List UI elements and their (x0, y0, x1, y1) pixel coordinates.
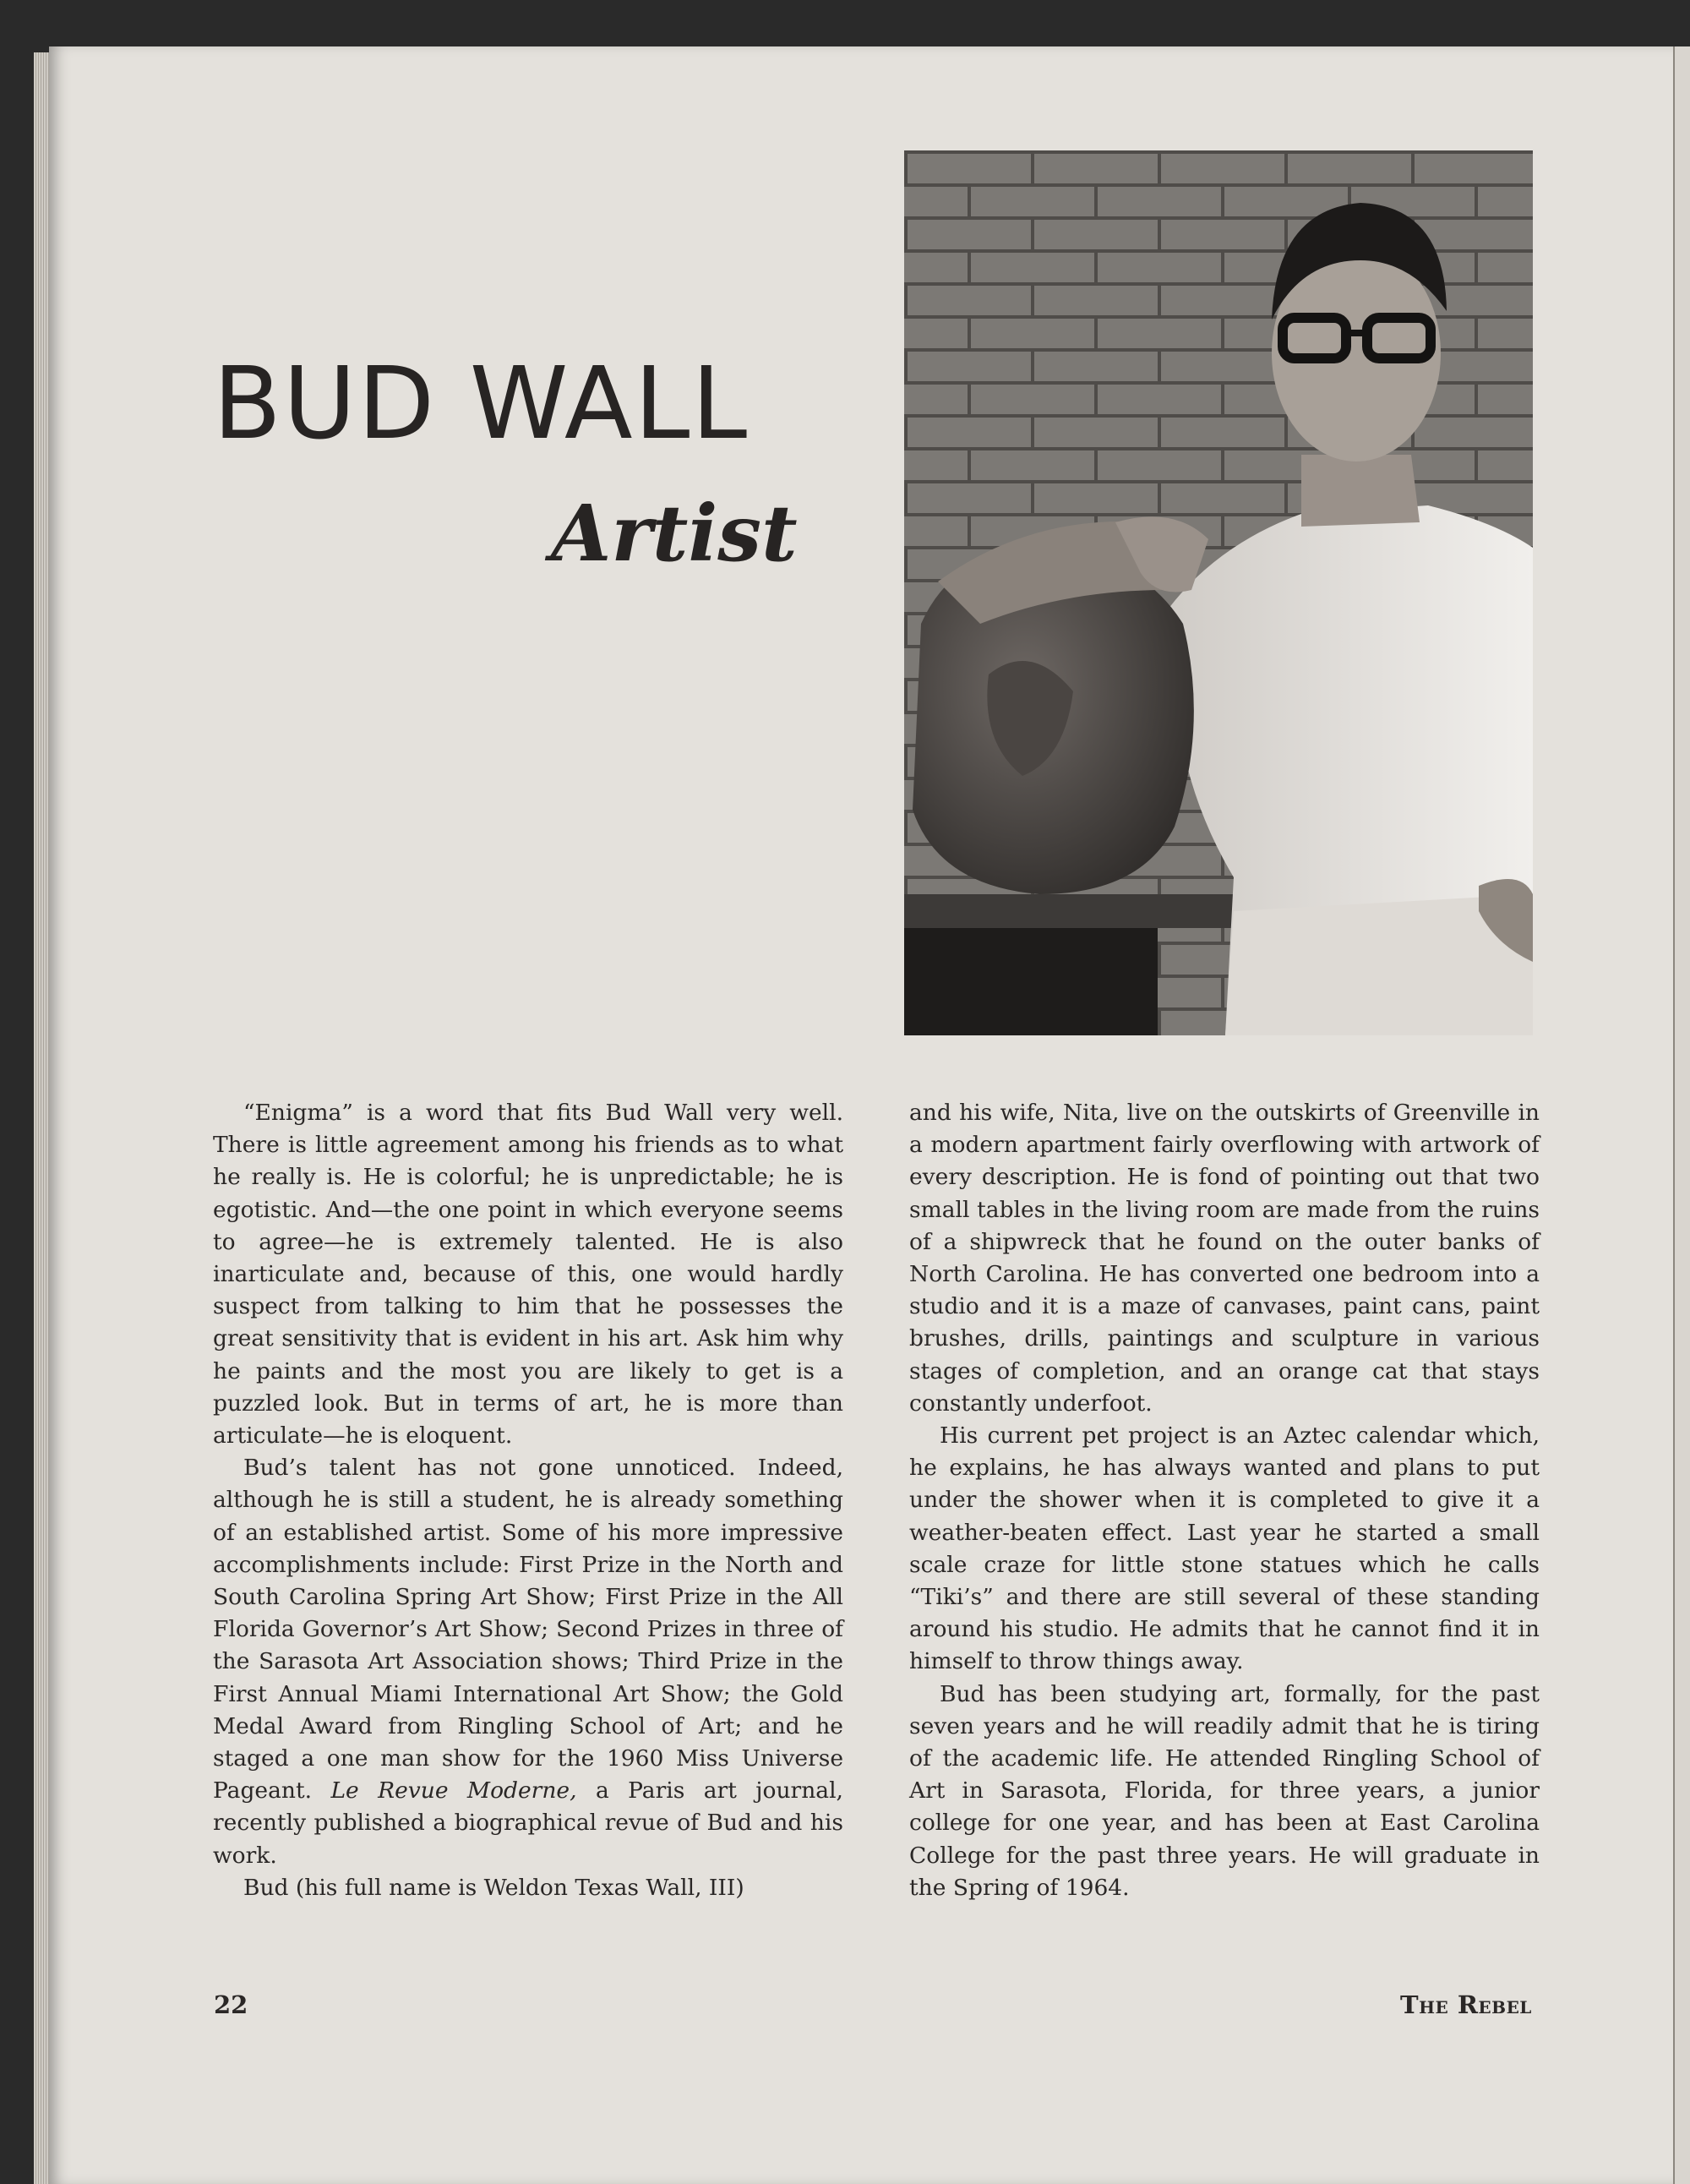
paragraph: and his wife, Nita, live on the outskirts of Greenville in a modern apartment fairly overflowing with artwork of every description. He is fond of pointing out that two small tables in the living room are made from the ruins of a shipwreck that he found on the outer banks of North Carolina. He has converted one bedroom into a studio and it is a maze of canvases, paint cans, paint brushes, drills, paintings and sculpture in various stages of completion, and an orange cat that stays constantly underfoot. (909, 1100, 1540, 1417)
paragraph: His current pet project is an Aztec calendar which, he explains, he has always wanted and plans to put under the shower when it is completed to give it a weather-beaten effect. Last year he started a small scale craze for little stone statues which he calls “Tiki’s” and there are still several of these standing around his studio. He admits that he cannot find it in himself to throw things away. (909, 1422, 1540, 1675)
article-column-left (213, 1097, 843, 1904)
article-subtitle: Artist (551, 488, 798, 579)
journal-title: Le Revue Moderne, (330, 1777, 577, 1805)
text-run: Bud’s talent has not gone unnoticed. Indeed, although he is still a student, he is already something of an established artist. Some of his more impressive accomplishments include: First Prize in the North and South Carolina Spring Art Show; First Prize in the All Florida Governor’s Art Show; Second Prizes in three of the Sarasota Art Association shows; Third Prize in the First Annual Miami International Art Show; the Gold Medal Award from Ringling School of Art; and he staged a one man show for the 1960 Miss Universe Pageant. (213, 1455, 843, 1805)
paragraph: “Enigma” is a word that fits Bud Wall very well. There is little agreement among his friends as to what he really is. He is colorful; he is unpredictable; he is egotistic. And—the one point in which everyone seems to agree—he is extremely talented. He is also inarticulate and, because of this, one would hardly suspect from talking to him that he possesses the great sensitivity that is evident in his art. Ask him why he paints and the most you are likely to get is a puzzled look. But in terms of art, he is more than articulate—he is eloquent. (213, 1100, 843, 1450)
article-column-right (909, 1097, 1540, 1904)
magazine-name: The Rebel (1400, 1990, 1532, 2019)
portrait-photo (904, 150, 1533, 1035)
next-page-edge (1673, 46, 1690, 2184)
paragraph (213, 1452, 843, 1872)
paragraph: Bud (his full name is Weldon Texas Wall, III) (243, 1874, 744, 1901)
page-edge (34, 52, 49, 2184)
text-run: a Paris art journal, recently published a biographical revue of Bud and his work. (213, 1777, 843, 1869)
paragraph: Bud has been studying art, formally, for the past seven years and he will readily admit that he is tiring of the academic life. He attended Ringling School of Art in Sarasota, Florida, for three years, a junior college for one year, and has been at East Carolina College for the past three years. He will graduate in the Spring of 1964. (909, 1680, 1540, 1901)
article-title: BUD WALL (213, 345, 750, 461)
page-number: 22 (214, 1990, 248, 2019)
